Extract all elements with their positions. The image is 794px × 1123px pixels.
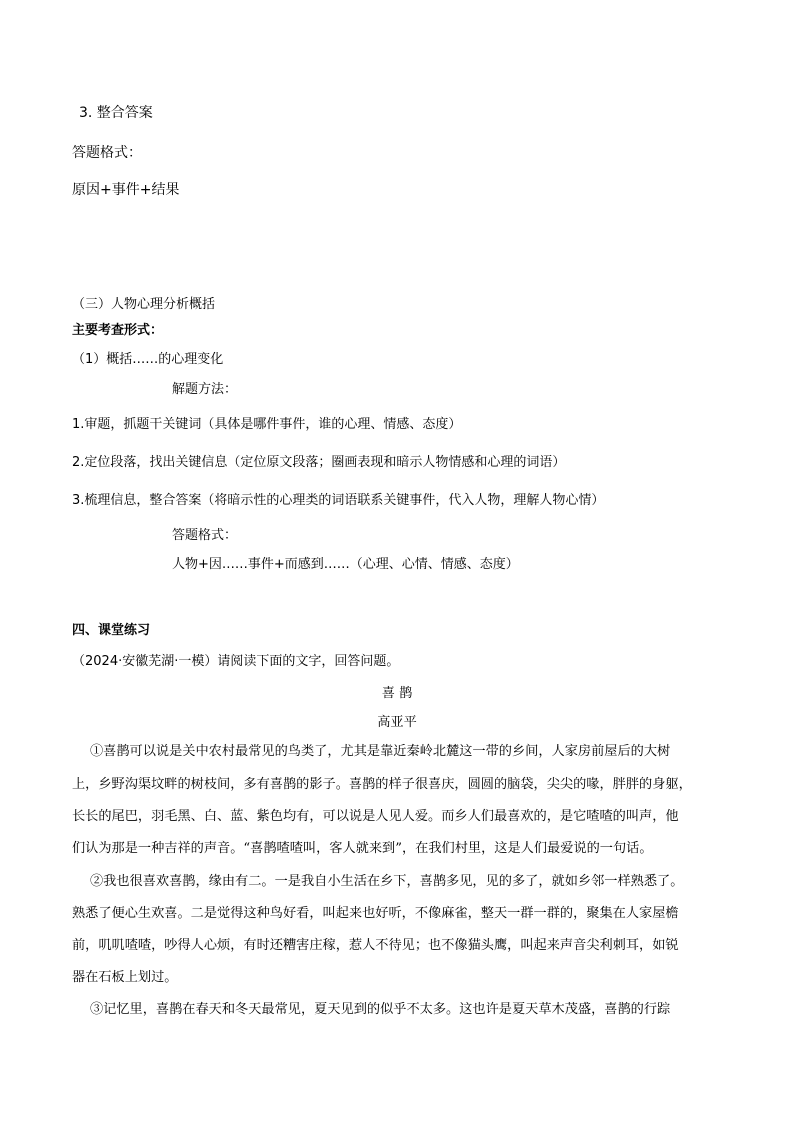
essay-line: 上，乡野沟渠坟畔的树枝间，多有喜鹊的影子。喜鹊的样子很喜庆，圆圆的脑袋，尖尖的喙，胖胖的身躯， [72, 777, 692, 792]
format-formula: 原因+事件+结果 [72, 182, 180, 198]
question-type: （1）概括……的心理变化 [72, 352, 224, 367]
format-formula: 人物+因……事件+而感到……（心理、心情、情感、态度） [172, 557, 519, 572]
essay-line: 器在石板上划过。 [72, 970, 178, 985]
format-label: 答题格式： [72, 145, 142, 161]
part-title: （三）人物心理分析概括 [72, 297, 216, 312]
essay-line: ③记忆里，喜鹊在春天和冬天最常见，夏天见到的似乎不太多。这也许是夏天草木茂盛，喜鹊的行踪 [90, 1002, 671, 1017]
essay-line: 熟悉了便心生欢喜。二是觉得这种鸟好看，叫起来也好听，不像麻雀，整天一群一群的，聚集在人家屋檐 [72, 906, 679, 921]
essay-line: 们认为那是一种吉祥的声音。“喜鹊喳喳叫，客人就来到”，在我们村里，这是人们最爱说的一句话。 [72, 841, 653, 856]
essay-line: ①喜鹊可以说是关中农村最常见的鸟类了，尤其是靠近秦岭北麓这一带的乡间，人家房前屋后的大树 [90, 744, 671, 759]
essay-line: ②我也很喜欢喜鹊，缘由有二。一是我自小生活在乡下，喜鹊多见，见的多了，就如乡邻一样熟悉了。 [90, 874, 684, 889]
essay-title: 喜 鹊 [381, 686, 413, 701]
step-1: 1.审题，抓题干关键词（具体是哪件事件，谁的心理、情感、态度） [72, 417, 462, 432]
essay-line: 长长的尾巴，羽毛黑、白、蓝、紫色均有，可以说是人见人爱。而乡人们最喜欢的，是它喳喳的叫声，他 [72, 809, 679, 824]
method-label: 解题方法： [172, 382, 238, 397]
step-2: 2.定位段落，找出关键信息（定位原文段落；圈画表现和暗示人物情感和心理的词语） [72, 455, 566, 470]
section-title: 四、课堂练习 [72, 623, 151, 638]
format-label: 答题格式： [172, 528, 238, 543]
essay-author: 高亚平 [377, 715, 417, 730]
essay-line: 前，叽叽喳喳，吵得人心烦，有时还糟害庄稼，惹人不待见；也不像猫头鹰，叫起来声音尖利刺耳，如锐 [72, 938, 679, 953]
section-heading: 3. 整合答案 [79, 105, 153, 121]
exam-form-label: 主要考查形式： [72, 323, 164, 338]
source-note: （2024·安徽芜湖·一模）请阅读下面的文字，回答问题。 [72, 654, 400, 669]
step-3: 3.梳理信息，整合答案（将暗示性的心理类的词语联系关键事件，代入人物，理解人物心情） [72, 493, 605, 508]
